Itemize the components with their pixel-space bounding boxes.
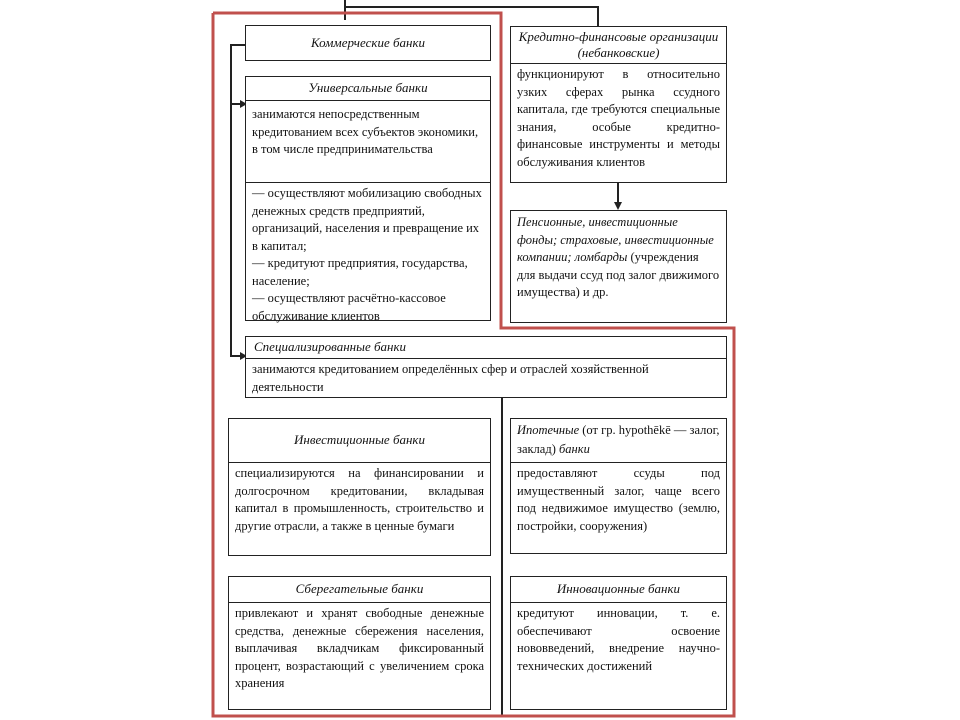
universal-banks-description: занимаются непосредственным кредитованием всех субъектов экономики, в том числе предпринимательства xyxy=(252,107,479,156)
innovation-banks-title: Инновационные банки xyxy=(511,577,726,603)
savings-banks-title: Сберегательные банки xyxy=(229,577,490,603)
universal-banks-title: Универсальные банки xyxy=(246,77,490,101)
specialized-banks-description: занимаются кредитованием определённых сфер и отраслей хозяйственной деятельности xyxy=(252,362,649,394)
mortgage-title-italic-2: банки xyxy=(559,442,590,456)
universal-function-3: — осуществляют расчётно-кассовое обслуживание клиентов xyxy=(252,291,446,323)
innovation-banks-description: кредитуют инновации, т. е. обеспечивают освоение нововведений, внедрение научно-технических достижений xyxy=(517,606,720,673)
nonbank-organizations-description: функционируют в относительно узких сферах рынка ссудного капитала, где требуются специальные знания, особые кредитно-финансовые инструменты и методы обслуживания клиентов xyxy=(517,67,720,169)
funds-italic-text: Пенсионные, инвестиционные фонды; страховые, инвестиционные компании; ломбарды xyxy=(517,215,714,264)
nonbank-organizations-title: Кредитно-финансовые организации (небанковские) xyxy=(511,27,726,64)
savings-banks-description: привлекают и хранят свободные денежные средства, денежные сбережения населения, выплачивая вкладчикам фиксированный процент, возрастающий с увеличением срока хранения xyxy=(235,606,484,690)
funds-plain-text: (учреждения для выдачи ссуд под залог движимого имущества) и др. xyxy=(517,250,720,299)
universal-function-2: — кредитуют предприятия, государства, население; xyxy=(252,256,468,288)
universal-function-1: — осуществляют мобилизацию свободных денежных средств предприятий, организаций, населения и превращение их в капитал; xyxy=(252,186,482,253)
investment-banks-description: специализируются на финансировании и долгосрочном кредитовании, вкладывая капитал в промышленность, строительство и другие отрасли, а также в ценные бумаги xyxy=(235,466,484,533)
highlight-frame-outline xyxy=(213,13,734,716)
mortgage-banks-description: предоставляют ссуды под имущественный залог, чаще всего под недвижимое имущество (землю, постройки, сооружения) xyxy=(517,466,720,533)
mortgage-title-italic: Ипотечные xyxy=(517,423,580,437)
investment-banks-title: Инвестиционные банки xyxy=(229,419,490,463)
specialized-banks-title: Специализированные банки xyxy=(246,337,726,359)
commercial-banks-title: Коммерческие банки xyxy=(310,35,426,50)
mortgage-title-plain: (от гр. hypothēkē — залог, заклад) xyxy=(517,423,720,456)
